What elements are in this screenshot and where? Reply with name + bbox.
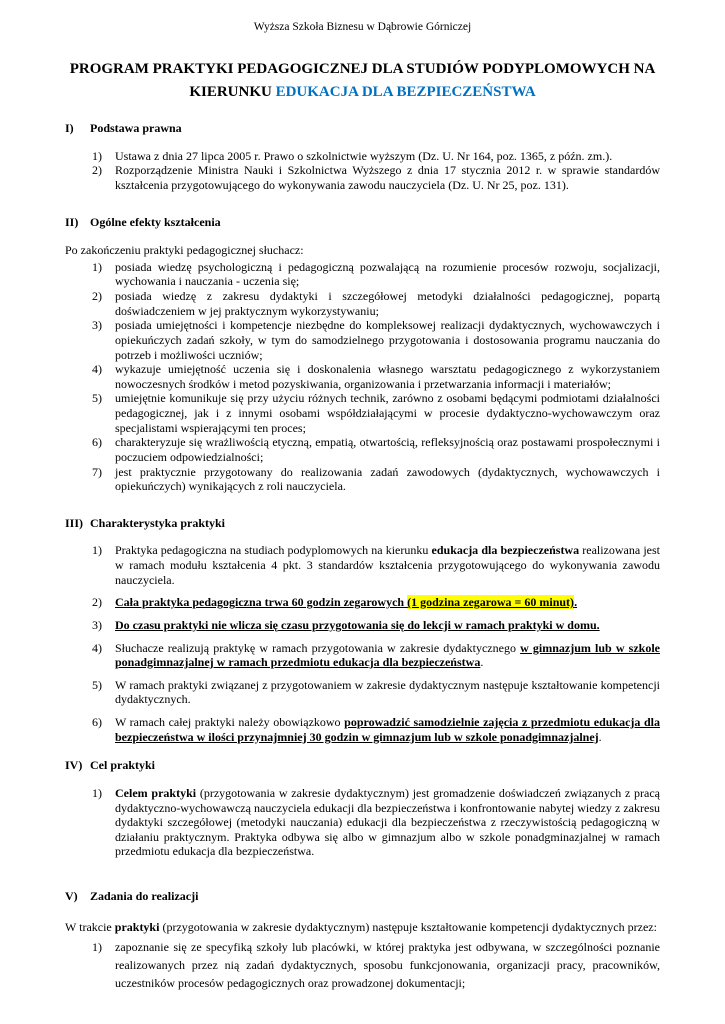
- list-item-number: 4): [92, 362, 102, 377]
- document-title: [65, 58, 660, 103]
- list-item-number: 5): [92, 391, 102, 406]
- list-item: [92, 938, 660, 992]
- list-item: [92, 362, 660, 391]
- section-iii: [65, 516, 660, 745]
- text-run: W ramach całej praktyki należy obowiązkowo: [115, 715, 345, 730]
- text-run: (przygotowania w zakresie dydaktycznym) jest gromadzenie doświadczeń związanych z pracą dydaktyczno-wychowawczą nauczyciela edukacji dla bezpieczeństwa i konfrontowanie nabytej wiedzy z zakresu dydaktyki szczegółowej (metodyki nauczania) edukacji dla bezpieczeństwa z rzeczywistością pedagogiczną w działaniu praktycznym. Praktyka odbywa się albo w gimnazjum albo w szkole ponadgminazjalnej w ramach przedmiotu edukacja dla bezpieczeństwa.: [115, 785, 660, 859]
- list-item: [92, 641, 660, 670]
- section-title: Podstawa prawna: [90, 121, 182, 136]
- list-item-number: 7): [92, 464, 102, 479]
- document-title-line2-prefix: KIERUNKU: [189, 83, 276, 100]
- text-run: (przygotowania w zakresie dydaktycznym) następuje kształtowanie kompetencji dydaktycznych przez:: [159, 919, 657, 934]
- text-run: posiada wiedzę psychologiczną i pedagogiczną pozwalającą na rozumienie procesów rozwoju, socjalizacji, wychowania i nauczania - uczenia się;: [115, 259, 660, 289]
- list-item-number: 6): [92, 715, 102, 730]
- list-item: [92, 391, 660, 435]
- list-item-number: 1): [92, 259, 102, 274]
- numbered-list: [65, 786, 660, 859]
- document-title-line2: [65, 81, 660, 104]
- list-item: [92, 678, 660, 707]
- numbered-list: [65, 543, 660, 744]
- list-item-text: [115, 678, 660, 707]
- list-item: [92, 289, 660, 318]
- list-item: [92, 260, 660, 289]
- list-item: [92, 595, 660, 610]
- list-item-text: [115, 435, 660, 464]
- section-heading: [65, 758, 660, 773]
- section-number: IV): [65, 758, 83, 773]
- section-heading: [65, 121, 660, 136]
- section-number: I): [65, 121, 74, 136]
- list-item-text: [115, 543, 660, 587]
- section-heading: [65, 889, 660, 904]
- text-run: poprowadzić samodzielnie zajęcia z przedmiotu edukacja dla bezpieczeństwa w ilości przynajmniej 30 godzin w gimnazjum lub w szkole ponadgimnazjalnej: [115, 715, 661, 744]
- text-run: praktyki: [114, 919, 160, 934]
- list-item-number: 3): [92, 617, 102, 632]
- list-item-number: 5): [92, 677, 102, 692]
- section-title: Charakterystyka praktyki: [90, 515, 226, 530]
- list-item-number: 4): [92, 640, 102, 655]
- list-item-text: [115, 391, 660, 435]
- text-run: .: [574, 595, 578, 610]
- list-item-number: 2): [92, 595, 102, 610]
- text-run: W ramach praktyki związanej z przygotowaniem w zakresie dydaktycznym następuje kształtowanie kompetencji dydaktycznych.: [115, 677, 660, 707]
- list-item: [92, 543, 660, 587]
- list-item-text: [115, 715, 660, 744]
- list-item-text: [115, 149, 660, 164]
- list-item-number: 1): [92, 785, 102, 800]
- list-item-text: [115, 786, 660, 859]
- list-item-text: [115, 318, 660, 362]
- text-run: W trakcie: [65, 919, 115, 934]
- section-number: II): [65, 214, 79, 229]
- section-intro: [65, 918, 660, 936]
- text-run: Praktyka pedagogiczna na studiach podyplomowych na kierunku: [115, 543, 432, 558]
- text-run: Cała praktyka pedagogiczna trwa 60 godzin zegarowych: [115, 595, 408, 610]
- list-item: [92, 149, 660, 164]
- institution-header: Wyższa Szkoła Biznesu w Dąbrowie Górniczej: [253, 21, 472, 33]
- text-run: umiejętnie komunikuje się przy użyciu różnych technik, zarówno z osobami będącymi podmiotami działalności pedagogicznej, jak i z innymi osobami współdziałającymi w procesie dydaktyczno-wychowawczym oraz specjalistami wspierającymi ten proces;: [115, 391, 660, 435]
- list-item: [92, 618, 660, 633]
- text-run: posiada umiejętności i kompetencje niezbędne do kompleksowej realizacji dydaktycznych, wychowawczych i opiekuńczych zadań szkoły, w tym do samodzielnego przygotowania i dostosowania programu nauczania do potrzeb i możliwości uczniów;: [115, 318, 660, 362]
- list-item-number: 6): [92, 435, 102, 450]
- text-run: (1 godzina zegarowa = 60 minut): [407, 595, 575, 610]
- text-run: realizowana jest w ramach modułu kształcenia 4 pkt. 3 standardów kształcenia przygotowującego do wykonywania zawodu nauczyciela.: [115, 543, 660, 587]
- section-number: III): [65, 515, 84, 530]
- list-item: [92, 318, 660, 362]
- list-item-number: 3): [92, 318, 102, 333]
- list-item-text: [115, 260, 660, 289]
- section-title: Ogólne efekty kształcenia: [90, 214, 221, 229]
- sections-container: [65, 121, 660, 992]
- text-run: Słuchacze realizują praktykę w ramach przygotowania w zakresie dydaktycznego: [115, 640, 521, 655]
- section-intro: [65, 243, 660, 258]
- list-item-text: [115, 641, 660, 670]
- text-run: .: [598, 729, 602, 744]
- list-item: [92, 786, 660, 859]
- text-run: Celem praktyki: [115, 785, 197, 800]
- numbered-list: [65, 260, 660, 494]
- text-run: zapoznanie się ze specyfiką szkoły lub placówki, w której praktyka jest odbywana, w szczególności poznanie realizowanych przez nią zadań dydaktycznych, sposobu funkcjonowania, organizacji pracy, pracowników, uczestników procesów pedagogicznych oraz prowadzonej dokumentacji;: [115, 939, 660, 990]
- list-item-text: [115, 289, 660, 318]
- section-iv: [65, 758, 660, 859]
- list-item-number: 1): [92, 939, 102, 954]
- text-run: posiada wiedzę z zakresu dydaktyki i szczegółowej metodyki działalności pedagogicznej, popartą doświadczeniem w jej praktycznym wykorzystywaniu;: [115, 289, 660, 318]
- text-run: charakteryzuje się wrażliwością etyczną, empatią, otwartością, refleksyjnością oraz postawami prospołecznymi i poczuciem odpowiedzialności;: [115, 435, 660, 464]
- text-run: jest praktycznie przygotowany do realizowania zadań zawodowych (dydaktycznych, wychowawczych i opiekuńczych) wynikających z roli nauczyciela.: [115, 464, 660, 494]
- list-item-text: [115, 618, 660, 633]
- list-item-text: [115, 938, 660, 992]
- document-title-line1: PROGRAM PRAKTYKI PEDAGOGICZNEJ DLA STUDIÓW PODYPLOMOWYCH NA: [69, 61, 656, 78]
- text-run: edukacja dla bezpieczeństwa: [431, 543, 580, 558]
- list-item: [92, 715, 660, 744]
- section-heading: [65, 516, 660, 531]
- numbered-list: [65, 938, 660, 992]
- numbered-list: [65, 149, 660, 193]
- list-item-number: 1): [92, 543, 102, 558]
- list-item-text: [115, 595, 660, 610]
- section-heading: [65, 215, 660, 230]
- section-ii: [65, 215, 660, 494]
- list-item-number: 2): [92, 163, 102, 178]
- text-run: Po zakończeniu praktyki pedagogicznej słuchacz:: [65, 243, 304, 258]
- list-item-number: 2): [92, 289, 102, 304]
- list-item: [92, 163, 660, 192]
- text-run: Ustawa z dnia 27 lipca 2005 r. Prawo o szkolnictwie wyższym (Dz. U. Nr 164, poz. 1365, z późn. zm.).: [115, 148, 613, 163]
- text-run: Rozporządzenie Ministra Nauki i Szkolnictwa Wyższego z dnia 17 stycznia 2012 r. w sprawie standardów kształcenia przygotowującego do wykonywania zawodu nauczyciela (Dz. U. Nr 25, poz. 131).: [115, 163, 660, 192]
- text-run: Do czasu praktyki nie wlicza się czasu przygotowania się do lekcji w ramach praktyki w domu.: [115, 617, 600, 632]
- text-run: wykazuje umiejętność uczenia się i doskonalenia własnego warsztatu pedagogicznego z wykorzystaniem nowoczesnych środków i metod pozyskiwania, organizowania i przetwarzania informacji i materiałów;: [115, 362, 660, 391]
- section-title: Cel praktyki: [90, 758, 156, 773]
- document-title-program-name: EDUKACJA DLA BEZPIECZEŃSTWA: [275, 83, 536, 100]
- list-item: [92, 435, 660, 464]
- section-i: [65, 121, 660, 193]
- section-title: Zadania do realizacji: [90, 889, 199, 904]
- list-item: [92, 465, 660, 494]
- text-run: .: [480, 655, 484, 670]
- text-run: w gimnazjum lub w szkole ponadgimnazjalnej w ramach przedmiotu edukacja dla bezpieczeństwa: [115, 640, 660, 670]
- list-item-text: [115, 362, 660, 391]
- list-item-text: [115, 465, 660, 494]
- list-item-number: 1): [92, 148, 102, 163]
- section-v: [65, 889, 660, 992]
- list-item-text: [115, 163, 660, 192]
- section-number: V): [65, 889, 78, 904]
